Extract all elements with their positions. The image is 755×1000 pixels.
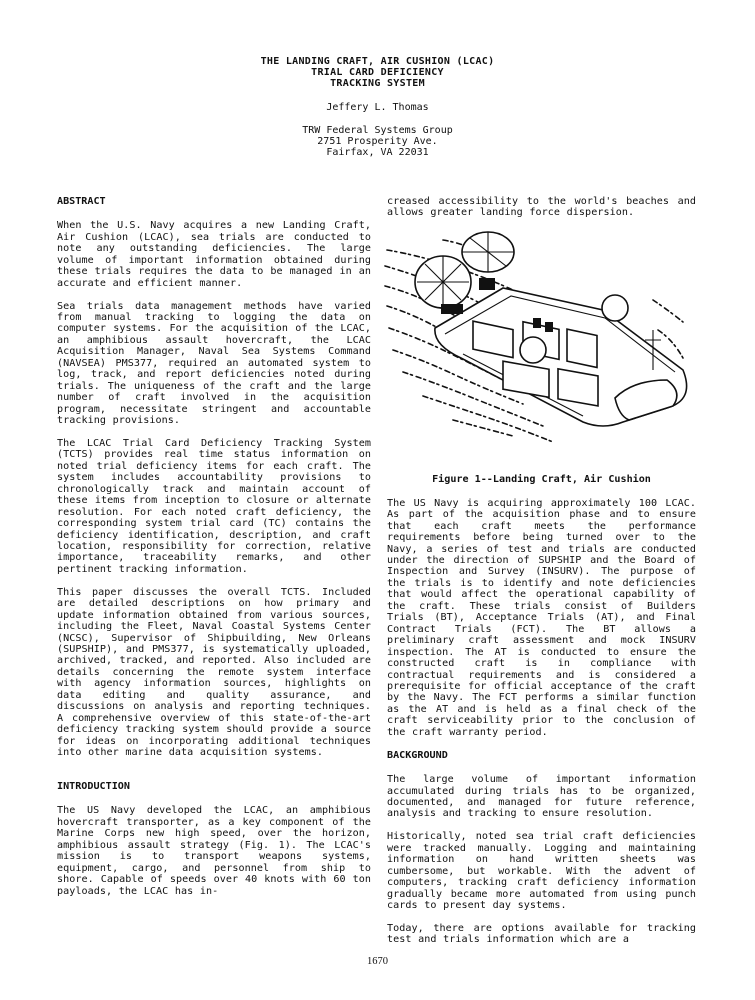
lcac-hovercraft-illustration	[383, 230, 703, 464]
author-affiliation	[0, 125, 755, 159]
abstract-paragraph-2: Sea trials data management methods have varied from manual tracking to logging the data on computer systems. For the acquisition of the LCAC, an amphibious assault hovercraft, the LCAC Acquisition Manager, Naval Sea Systems Command (NAVSEA) PMS377, required an automated system to log, track, and report deficiencies noted during trials. The uniqueness of the craft and the large number of craft involved in the acquisition program, necessitate stringent and accountable tracking provisions.	[57, 300, 371, 427]
abstract-heading: ABSTRACT	[57, 196, 106, 207]
abstract-paragraph-4: This paper discusses the overall TCTS. Included are detailed descriptions on how primary and update information obtained from various sources, including the Fleet, Naval Coastal Systems Center (NCSC), Supervisor of Shipbuilding, New Orleans (SUPSHIP), and PMS377, is systematically uploaded, archived, tracked, and reported. Also included are details concerning the remote system interface with agency information sources, highlights on data editing and quality assurance, and discussions on analysis and reporting techniques. A comprehensive overview of this state-of-the-art deficiency tracking system should provide a source for ideas on incorporating additional techniques into other marine data acquisition systems.	[57, 586, 371, 759]
author-name: Jeffery L. Thomas	[326, 101, 429, 113]
introduction-continuation: creased accessibility to the world's beaches and allows greater landing force dispersion.	[387, 196, 696, 219]
title-line-1: THE LANDING CRAFT, AIR CUSHION (LCAC)	[260, 56, 495, 67]
abstract-paragraph-1: When the U.S. Navy acquires a new Landing Craft, Air Cushion (LCAC), sea trials are conducted to note any outstanding deficiencies. The large volume of important information obtained during these trials requires the data to be managed in an accurate and efficient manner.	[57, 220, 371, 289]
title-line-2: TRIAL CARD DEFICIENCY	[311, 67, 444, 79]
introduction-paragraph-1: The US Navy developed the LCAC, an amphibious hovercraft transporter, as a key component of the Marine Corps new high speed, over the horizon, amphibious assault strategy (Fig. 1). The LCAC's mission is to transport weapons systems, equipment, cargo, and personnel from ship to shore. Capable of speeds over 40 knots with 60 ton payloads, the LCAC has in-	[57, 805, 371, 897]
affiliation-city: Fairfax, VA 22031	[326, 147, 429, 159]
figure-1	[387, 230, 696, 464]
affiliation-street: 2751 Prosperity Ave.	[317, 136, 438, 148]
background-paragraph-2: Historically, noted sea trial craft deficiencies were tracked manually. Logging and maintaining information on hand written sheets was cumbersome, but workable. With the advent of computers, tracking craft deficiency information gradually became more automated from using punch cards to present day systems.	[387, 831, 696, 912]
background-paragraph-1: The large volume of important information accumulated during trials has to be organized, documented, and managed for future reference, analysis and tracking to ensure resolution.	[387, 774, 696, 820]
introduction-paragraph-2: The US Navy is acquiring approximately 100 LCAC. As part of the acquisition phase and to ensure that each craft meets the performance requirements before being turned over to the Navy, a series of test and trials are conducted under the direction of SUPSHIP and the Board of Inspection and Survey (INSURV). The purpose of the trials is to identify and note deficiencies that would affect the operational capability of the craft. These trials consist of Builders Trials (BT), Acceptance Trials (AT), and Final Contract Trials (FCT). The BT allows a preliminary craft assessment and mock INSURV inspection. The AT is conducted to ensure the constructed craft is in compliance with contractual requirements and is considered a prerequisite for official acceptance of the craft by the Navy. The FCT performs a similar function as the AT and is held as a final check of the craft serviceability prior to the conclusion of the craft warranty period.	[387, 497, 696, 738]
introduction-heading: INTRODUCTION	[57, 780, 130, 792]
paper-title	[0, 56, 755, 90]
left-column	[57, 196, 371, 908]
title-line-3: TRACKING SYSTEM	[330, 78, 425, 90]
page-number: 1670	[367, 956, 388, 967]
abstract-paragraph-3: The LCAC Trial Card Deficiency Tracking System (TCTS) provides real time status information on noted trial deficiency items for each craft. The system includes accountability provisions to chronologically track and maintain account of these items from inception to closure or alternate resolution. For each noted craft deficiency, the corresponding system trial card (TC) contains the deficiency identification, description, and craft location, responsibility for correction, relative importance, traceability remarks, and other pertinent tracking information.	[57, 437, 371, 575]
paper-header	[0, 56, 755, 158]
background-heading: BACKGROUND	[387, 749, 448, 761]
background-paragraph-3: Today, there are options available for tracking test and trials information which are a	[387, 922, 696, 946]
figure-1-caption: Figure 1--Landing Craft, Air Cushion	[432, 474, 651, 486]
affiliation-org: TRW Federal Systems Group	[302, 124, 453, 136]
right-column	[387, 196, 696, 957]
